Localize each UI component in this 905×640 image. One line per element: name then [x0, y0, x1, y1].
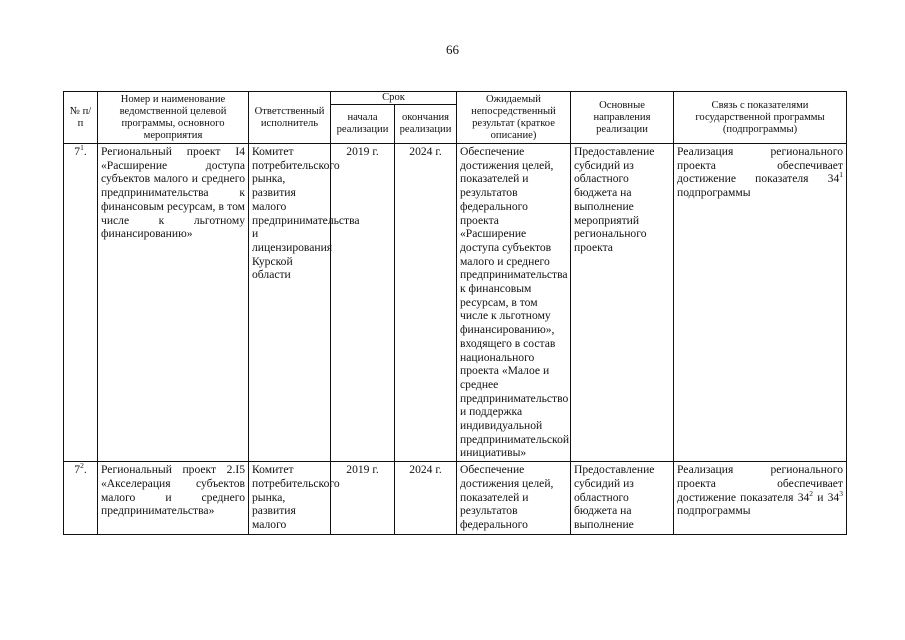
header-result: Ожидаемый непосредственный результат (краткое описание)	[457, 92, 571, 144]
header-end: окончания реализации	[395, 105, 457, 144]
result-cell: Обеспечение достижения целей, показателей и результатов федерального	[457, 462, 571, 535]
header-directions: Основные направления реализации	[571, 92, 674, 144]
end-year-cell: 2024 г.	[395, 462, 457, 535]
indicator-link-cell: Реализация регионального проекта обеспечивает достижение показателя $34^2$ и $34^3$ подпрограммы	[674, 462, 847, 535]
header-name: Номер и наименование ведомственной целевой программы, основного мероприятия	[98, 92, 249, 144]
start-year-cell: 2019 г.	[331, 144, 395, 462]
row-number: $7^1$.	[64, 144, 98, 462]
responsible-cell: Комитет потребительского рынка, развития малого предпринимательства и лицензирования Курской области	[249, 144, 331, 462]
header-num: № п/п	[64, 92, 98, 144]
table-row	[64, 462, 847, 535]
start-year-cell: 2019 г.	[331, 462, 395, 535]
header-term: Срок	[331, 92, 457, 105]
program-table	[63, 91, 847, 535]
header-start: начала реализации	[331, 105, 395, 144]
result-cell: Обеспечение достижения целей, показателей и результатов федерального проекта «Расширение доступа субъектов малого и среднего предпринимательства к финансовым ресурсам, в том числе к льготному финансированию», входящего в состав национального проекта «Малое и среднее предпринимательство и поддержка индивидуальной предпринимательской инициативы»	[457, 144, 571, 462]
header-row	[64, 92, 847, 105]
page-number: 66	[446, 42, 459, 57]
row-number: $7^2$.	[64, 462, 98, 535]
header-link: Связь с показателями государственной программы (подпрограммы)	[674, 92, 847, 144]
directions-cell: Предоставление субсидий из областного бюджета на выполнение мероприятий регионального проекта	[571, 144, 674, 462]
program-name-cell: Региональный проект 2.I5 «Акселерация субъектов малого и среднего предпринимательства»	[98, 462, 249, 535]
responsible-cell: Комитет потребительского рынка, развития малого	[249, 462, 331, 535]
table-row	[64, 144, 847, 462]
program-name-cell: Региональный проект I4 «Расширение доступа субъектов малого и среднего предпринимательства к финансовым ресурсам, в том числе к льготному финансированию»	[98, 144, 249, 462]
end-year-cell: 2024 г.	[395, 144, 457, 462]
indicator-link-cell: Реализация регионального проекта обеспечивает достижение показателя $34^1$ подпрограммы	[674, 144, 847, 462]
header-responsible: Ответственный исполнитель	[249, 92, 331, 144]
directions-cell: Предоставление субсидий из областного бюджета на выполнение	[571, 462, 674, 535]
